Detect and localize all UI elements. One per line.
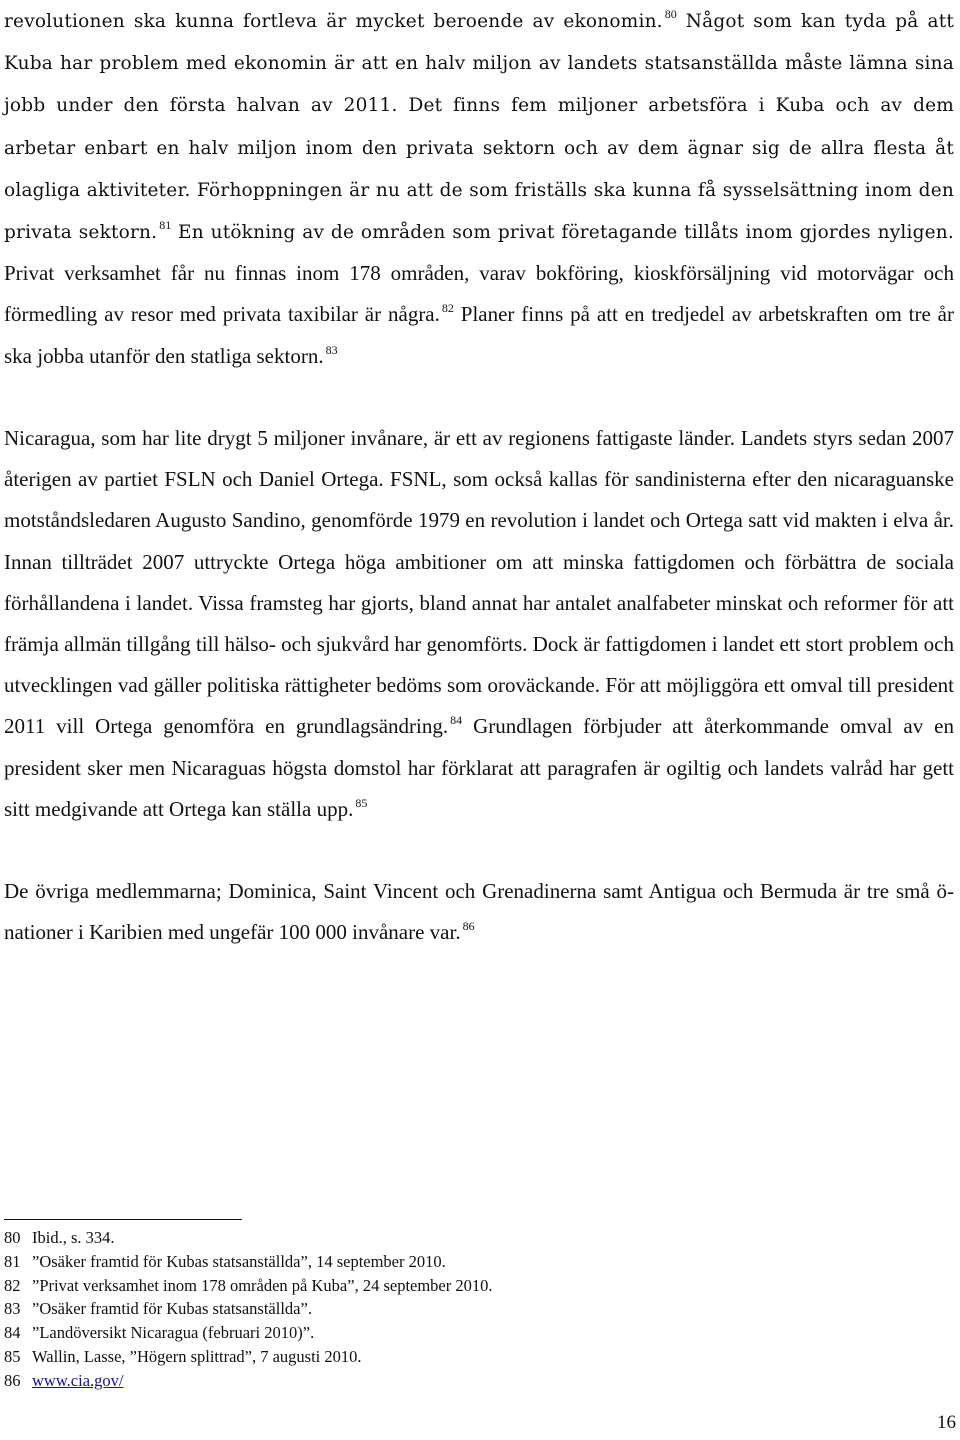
footnote-text: ”Landöversikt Nicaragua (februari 2010)”. bbox=[32, 1323, 315, 1343]
footnote-number: 80 bbox=[4, 1228, 21, 1247]
text-run: Planer finns på att en tredjedel av arbetskraften om tre år ska jobba utanför den statliga sektorn. bbox=[4, 302, 954, 368]
footnote-number: 86 bbox=[4, 1370, 21, 1390]
footnotes bbox=[4, 1226, 944, 1393]
text-run: revolutionen ska kunna fortleva är mycket beroende av ekonomin. bbox=[4, 11, 663, 32]
text-run: Privat verksamhet får nu finnas inom 178 områden, varav bokföring, kioskförsäljning vid motorvägar och förmedling av resor med privata taxibilar är några. bbox=[4, 261, 954, 327]
text-run: En utökning av de områden som privat företagande tillåts inom gjordes nyligen. bbox=[171, 222, 954, 244]
footnote-86 bbox=[4, 1369, 944, 1393]
paragraph-nicaragua bbox=[4, 418, 954, 830]
footnote-85 bbox=[4, 1345, 944, 1369]
page-number: 16 bbox=[937, 1412, 956, 1433]
footnote-reference[interactable]: 86 bbox=[462, 919, 475, 934]
footnote-83 bbox=[4, 1297, 944, 1321]
footnote-80 bbox=[4, 1226, 944, 1250]
footnote-84 bbox=[4, 1321, 944, 1345]
footnote-reference[interactable]: 84 bbox=[450, 713, 463, 728]
footnote-reference[interactable]: 81 bbox=[159, 218, 172, 233]
footnote-reference[interactable]: 82 bbox=[441, 301, 454, 316]
footnote-reference[interactable]: 80 bbox=[664, 7, 677, 21]
footnote-text: ”Osäker framtid för Kubas statsanställda”. bbox=[32, 1299, 312, 1319]
footnote-text: Wallin, Lasse, ”Högern splittrad”, 7 augusti 2010. bbox=[32, 1346, 362, 1366]
footnote-number: 81 bbox=[4, 1251, 21, 1271]
footnote-link-cia[interactable]: www.cia.gov/ bbox=[32, 1370, 124, 1390]
footnote-81 bbox=[4, 1250, 944, 1274]
body-text bbox=[4, 0, 954, 954]
footnote-reference[interactable]: 85 bbox=[355, 795, 368, 810]
footnote-text: Ibid., s. 334. bbox=[32, 1228, 115, 1247]
text-run: Något som kan tyda på att Kuba har problem med ekonomin är att en halv miljon av landets statsanställda måste lämna sina jobb under den första halvan av 2011. Det finns fem miljoner arbetsföra i Kuba och av dem arbetar enbart en halv miljon inom den privata sektorn och av dem ägnar sig de allra flesta åt olagliga aktiviteter. Förhoppningen är nu att de som friställs ska kunna få sysselsättning inom den privata sektorn. bbox=[4, 11, 954, 244]
footnote-number: 85 bbox=[4, 1346, 21, 1366]
paragraph-cuba-economy bbox=[4, 0, 954, 377]
footnote-number: 82 bbox=[4, 1275, 21, 1295]
text-run: De övriga medlemmarna; Dominica, Saint Vincent och Grenadinerna samt Antigua och Bermuda är tre små ö-nationer i Karibien med ungefär 100 000 invånare var. bbox=[4, 879, 954, 945]
footnote-number: 84 bbox=[4, 1323, 21, 1343]
footnote-text: ”Osäker framtid för Kubas statsanställda”, 14 september 2010. bbox=[32, 1251, 446, 1271]
footnote-text: ”Privat verksamhet inom 178 områden på Kuba”, 24 september 2010. bbox=[32, 1275, 493, 1295]
footnote-number: 83 bbox=[4, 1299, 21, 1319]
text-run: Nicaragua, som har lite drygt 5 miljoner invånare, är ett av regionens fattigaste länder. Landets styrs sedan 2007 återigen av partiet FSLN och Daniel Ortega. FSNL, som också kallas för sandinisterna efter den nicaraguanske motståndsledaren Augusto Sandino, genomförde 1979 en revolution i landet och Ortega satt vid makten i elva år. Innan tillträdet 2007 uttryckte Ortega höga ambitioner om att minska fattigdomen och förbättra de sociala förhållandena i landet. Vissa framsteg har gjorts, bland annat har antalet analfabeter minskat och reformer för att främja allmän tillgång till hälso- och sjukvård har genomförts. Dock är fattigdomen i landet ett stort problem och utvecklingen vad gäller politiska rättigheter bedöms som oroväckande. För att möjliggöra ett omval till president 2011 vill Ortega genomföra en grundlagsändring. bbox=[4, 426, 954, 739]
footnote-reference[interactable]: 83 bbox=[325, 342, 338, 357]
footnote-separator bbox=[4, 1219, 242, 1220]
footnote-82 bbox=[4, 1274, 944, 1298]
paragraph-other-members bbox=[4, 871, 954, 953]
text-run: Grundlagen förbjuder att återkommande omval av en president sker men Nicaraguas högsta domstol har förklarat att paragrafen är ogiltig och landets valråd har gett sitt medgivande att Ortega kan ställa upp. bbox=[4, 714, 954, 821]
